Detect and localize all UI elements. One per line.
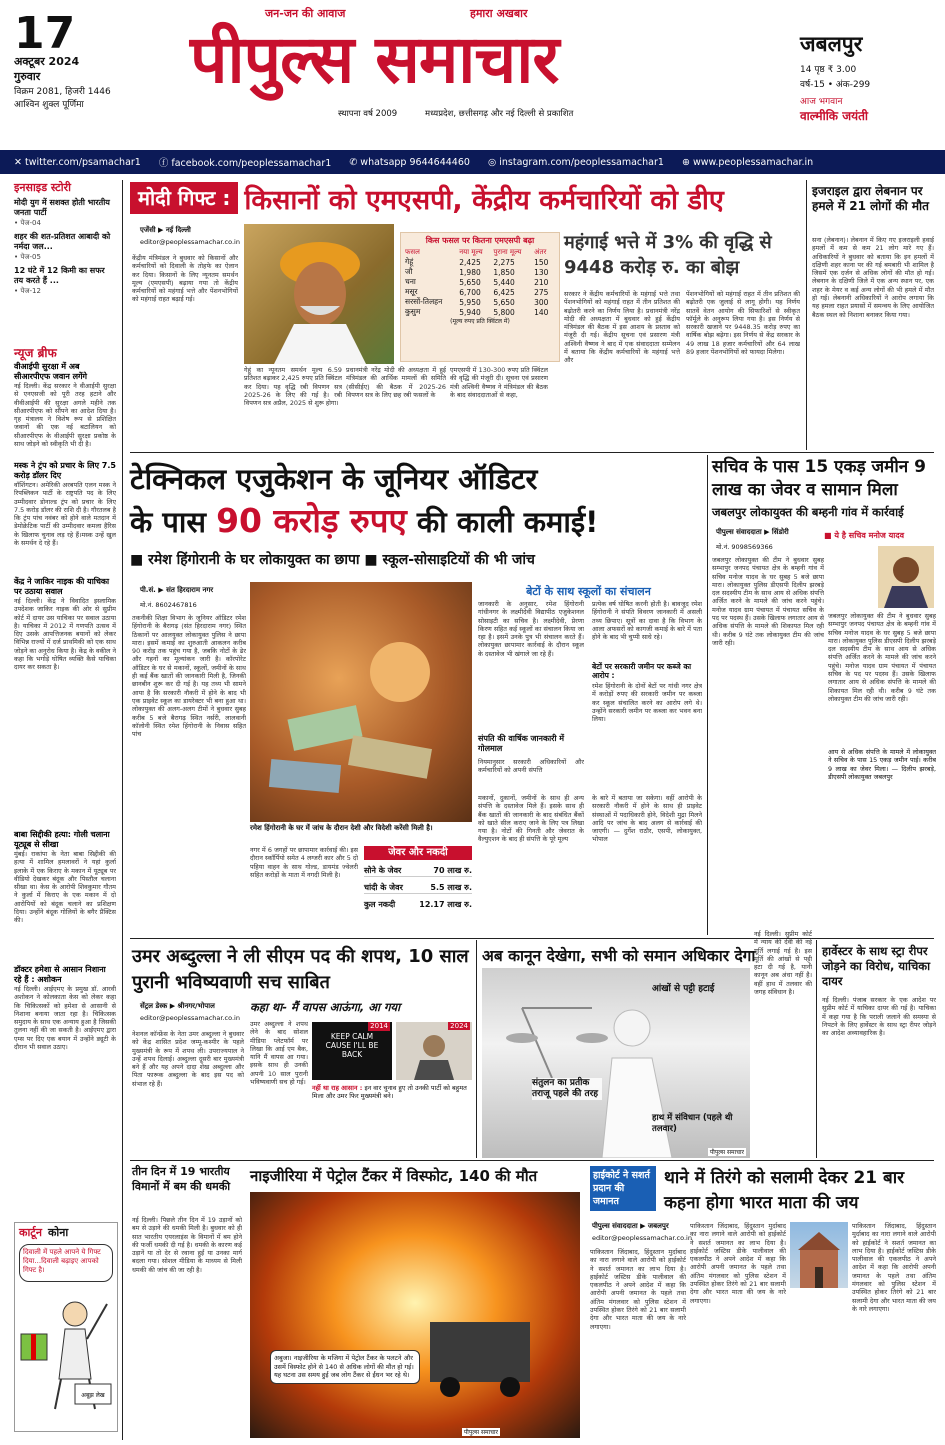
secretary-sub: जबलपुर लोकायुक्त की बम्हनी गांव में कार्रवाई xyxy=(712,505,904,519)
brief-item: बाबा सिद्दीकी हत्या: गोली चलाना यूट्यूब से सीखा मुंबई। राकांपा के नेता बाबा सिद्दीकी की हत्या में शामिल हमलावरों ने यहां कुर्ला इलाके में एक किराए के मकान में यूट्यूब पर वीडियो देखकर बंदूक और पिस्तौल चलाना सीखा था। केस के आरोपी शिवकुमार गौतम ने कुर्ला में किराए के एक मकान में दो आरोपियों को बंदूक चलाने का प्रशिक्षण दिया। उन्होंने बंदूक गोलियों के बगैर प्रैक्टिस की। xyxy=(14,830,116,925)
auditor-col5: के बारे में बताया जा सकेगा। वहीं आरोपी के सरकारी नौकरी में होने के साथ ही प्राइवेट संस्थाओं में पदाधिकारी होने, विदेशी मुद्रा मिलने आदि पर जांच के बाद अलग से कार्रवाई की जाएगी। — दुर्गेश राठौर, एसपी, लोकायुक्त, भोपाल xyxy=(592,794,702,844)
brief-item: मस्क ने ट्रंप को प्रचार के लिए 7.5 करोड़ डॉलर दिए वॉशिंगटन। अमेरिकी अरबपति एलन मस्क ने रिपब्लिकन पार्टी के राष्ट्रपति पद के लिए उम्मीदवार डोनाल्ड ट्रंप को प्रचार के लिए 7.5 करोड़ डॉलर की राशि दी है। गौरतलब है कि ट्रंप पांच नवंबर को होने वाले मतदान में डेमोक्रेटिक पार्टी की उम्मीदवार कमला हैरिस के खिलाफ चुनाव लड़ रहे हैं।मस्क उन्हें खुल के समर्थन दे रहे हैं। xyxy=(14,461,116,548)
news-brief xyxy=(14,344,116,361)
secretary-headline: सचिव के पास 15 एकड़ जमीन 9 लाख का जेवर व सामान मिला xyxy=(712,457,926,500)
brief-item: केंद्र ने जाकिर नाइक की याचिका पर उठाया सवाल नई दिल्ली। केंद्र ने विवादित इस्लामिक उपदेशक जाकिर नाइक की ओर से सुप्रीम कोर्ट में दायर उस याचिका पर सवाल उठाया है। याचिका में 2012 में गणपति उत्सव में दिए उसके आपत्तिजनक बयानों को लेकर विभिन्न राज्यों में दर्ज प्राथमिकी को एक साथ जोड़ने का अनुरोध किया है। केंद्र के वकील ने कहा कि भगोड़े घोषित व्यक्ति कैसे याचिका दायर कर सकता है। xyxy=(14,577,116,672)
israel-body: सना (लेबनान)। लेबनान में किए गए इजराइली हवाई हमलों में कम से कम 21 लोग मारे गए हैं। अधिकारियों ने बुधवार को बताया कि इन हमलों में दक्षिणी शहर काना पर की गई बमबारी भी शामिल है जिसमें एक दर्जन से अधिक लोगों की मौत हो गई। लेबनान के दक्षिणी जिले में एक अन्य स्थान पर, एक शहर के मेयर व कई अन्य लोगों की भी हमले में मौत हो गई। लेबनानी अधिकारियों ने आरोप लगाया कि यह हमला राहत प्रयासों में समन्वय के लिए आयोजित बैठक स्थल को निशाना बनाकर किया गया। xyxy=(812,236,934,319)
poster-year-2014: 2014 xyxy=(370,1022,388,1030)
brief-item: वीआईपी सुरक्षा में अब सीआरपीएफ जवान लगेंगे नई दिल्ली। केंद्र सरकार ने वीआईपी सुरक्षा से एनएसजी को पूरी तरह हटाने और वीवीआईपी की सुरक्षा अगले महीने तक सीआरपीएफ को सौंपने का आदेश दिया है। गृह मंत्रालय ने विशेष रूप से प्रशिक्षित जवानों की एक नई बटालियन को सीआरपीएफ के वीआईपी सुरक्षा प्रकोष्ठ के साथ जोड़ने को स्वीकृति भी दी है। xyxy=(14,362,116,449)
date-vikram: विक्रम 2081, हिजरी 1446 xyxy=(14,87,111,97)
lead-col3: प्रधानमंत्री नरेंद्र मोदी की अध्यक्षता में हुई मंत्रिमंडल की आर्थिक मामलों की समिति (सीसीईए) की बैठक में 2025-26 विपणन सत्र के लिए छह रबी फसलों के xyxy=(346,366,446,399)
cash-photo xyxy=(250,582,472,822)
hc-headline: थाने में तिरंगे को सलामी देकर 21 बार कहना होगा भारत माता की जय xyxy=(664,1168,905,1213)
secretary-note: आय से अधिक संपत्ति के मामले में लोकायुक्त ने सचिव के पास 15 एकड़ जमीन पाई। करीब 9 लाख का जेवर मिला। — दिलीप झरबड़े, डीएसपी लोकायुक्त जबलपुर xyxy=(828,748,936,781)
harvester-headline: हार्वेस्टर के साथ स्ट्रा रीपर जोड़ने का विरोध, याचिका दायर xyxy=(822,944,931,988)
lead-kicker: मोदी गिफ्ट : xyxy=(130,182,238,214)
table-row: जौ 1,980 1,850 130 xyxy=(405,267,549,277)
slogan-right: हमारा अखबार xyxy=(470,7,528,20)
school-box-title: बेटों के साथ स्कूलों का संचालन xyxy=(526,585,651,598)
hc-tag: हाईकोर्ट ने सशर्त प्रदान की जमानत xyxy=(590,1166,656,1211)
omar-headline: उमर अब्दुल्ला ने ली सीएम पद की शपथ, 10 साल पुरानी भविष्यवाणी सच साबित xyxy=(132,946,469,993)
auditor-sub: ■ रमेश हिंगोरानी के घर लोकायुक्त का छापा ■ स्कूल-सोसाइटियों की भी जांच xyxy=(130,552,535,568)
cash-photo-caption: रमेश हिंगोरानी के घर में जांच के दौरान देशी और विदेशी करेंसी मिली है। xyxy=(250,824,433,832)
list-item: चांदी के जेवर 5.5 लाख रु. xyxy=(364,883,472,892)
lead-col2: गेहूं का न्यूनतम समर्थन मूल्य 6.59 प्रतिशत बढ़ाकर 2,425 रुपए प्रति क्विंटल कर दिया। यह वृद्धि रबी विपणन सत्र 2025-26 के लिए की गई है। रबी विपणन सत्र अप्रैल, 2025 से शुरू होगा। xyxy=(244,366,342,408)
inside-item[interactable]: मोदी युग में सशक्त होती भारतीय जनता पार्टी • पेज-04 xyxy=(14,198,110,227)
nigeria-credit: पीपुल्स समाचार xyxy=(463,1429,498,1436)
social-web[interactable]: ⊕ www.peoplessamachar.in xyxy=(681,156,814,168)
bomb-body: नई दिल्ली। पिछले तीन दिन में 19 उड़ानों को बम से उड़ाने की धमकी मिली है। बुधवार को ही सात भारतीय एयरलाइंस के विमानों में बम होने की फर्जी धमकी दी गई है। धमकी के कारण कई उड़ानें या तो देर से रवाना हुईं या उनका मार्ग बदला गया। सोशल मीडिया के माध्यम से मिली धमकी की जांच की जा रही है। xyxy=(132,1216,242,1274)
masthead-price: 14 पृष्ठ ₹ 3.00 xyxy=(800,65,857,75)
school-box-col3: प्रत्येक वर्ष घोषित करनी होती है। बावजूद रमेश हिंगोरानी ने संपति विवरण जानकारी में असली तथ्य छिपाए। सूत्रों का दावा है कि विभाग के आला अफसरों को कागजी कमाई के बारे में पता होने के बाद भी चुप्पी साधे रहे। xyxy=(592,600,702,642)
hc-body-3: पाकिस्तान जिंदाबाद, हिंदुस्तान मुर्दाबाद का नारा लगाने वाले आरोपी को हाईकोर्ट ने सशर्त जमानत का लाभ दिया है। हाईकोर्ट जस्टिस डीके पालीवाल की एकलपीठ ने अपने आदेश में कहा कि आरोपी अपनी जमानत के पहले तथा अंतिम मंगलवार को पुलिस स्टेशन में उपस्थित होकर तिरंगे को 21 बार सलामी देगा और भारत माता की जय के नारे लगाएगा। xyxy=(852,1222,936,1313)
list-item: सोने के जेवर 70 लाख रु. xyxy=(364,866,472,875)
inside-item[interactable]: शहर की शत-प्रतिशत आबादी को नर्मदा जल... • पेज-05 xyxy=(14,232,111,261)
omar-col2: उमर अब्दुल्ला ने शपथ लेने के बाद सोशल मीडिया प्लेटफॉर्म पर लिखा कि आई एम बैक, यानि मैं वापस आ गया। इसके साथ ही उनकी अपनी 10 साल पुरानी भविष्यवाणी सच हो गई। xyxy=(250,1020,308,1087)
cartoon-drawing xyxy=(15,1284,117,1414)
jewel-title: जेवर और नकदी xyxy=(364,846,472,860)
date-month: अक्टूबर 2024 xyxy=(14,55,80,68)
date-tithi: आश्विन शुक्ल पूर्णिमा xyxy=(14,100,84,110)
masthead-regions: मध्यप्रदेश, छत्तीसगढ़ और नई दिल्ली से प्रकाशित xyxy=(425,109,574,119)
auditor-headline-2: के पास 90 करोड़ रुपए की काली कमाई! xyxy=(130,501,599,540)
social-instagram[interactable]: ◎ instagram.com/peoplessamachar1 xyxy=(487,156,664,168)
lead-col1: केंद्रीय मंत्रिमंडल ने बुधवार को किसानों और कर्मचारियों को दिवाली के तोहफे का ऐलान कर दिया। किसानों के लिए न्यूनतम समर्थन मूल्य (एमएसपी) बढ़ाया गया तो केंद्रीय कर्मचारियों को महंगाई भत्ते और पेंशनभोगियों को महंगाई राहत बढ़ाई गई। xyxy=(132,254,238,304)
secretary-byline: पीपुल्स संवाददाता ▶ सिंडोरी xyxy=(716,528,789,536)
inside-item[interactable]: 12 घंटे में 12 किमी का सफर तय करते हैं ... • पेज-12 xyxy=(14,266,105,295)
cartoon-title: कार्टून xyxy=(19,1226,42,1239)
cartoon-subtitle: कोना xyxy=(47,1226,69,1239)
omar-quote: कहा था- मैं वापस आऊंगा, आ गया xyxy=(250,1000,401,1014)
hc-email: editor@peoplessamachar.co.in xyxy=(592,1234,692,1242)
hc-byline: पीपुल्स संवाददाता ▶ जबलपुर xyxy=(592,1222,669,1230)
globe-icon: ⊕ xyxy=(681,156,693,168)
auditor-col2: नगर में 6 जगहों पर छापामार कार्रवाई की। इस दौरान स्कॉर्पियो समेत 4 लग्जरी कार और 5 दो पहिया वाहन के साथ गोल्ड, डायमंड ज्वेलरी सहित करोड़ों के माता में नगदी मिली है। xyxy=(250,846,358,879)
masthead-right xyxy=(800,30,935,124)
school-box-col2: नियमानुसार सरकारी अधिकारियों और कर्मचारियों को अपनी संपत्ति xyxy=(478,758,584,775)
da-col1: सरकार ने केंद्रीय कर्मचारियों के महंगाई भत्ते तथा पेंशनभोगियों को महंगाई राहत में तीन प्रतिशत की बढ़ोतरी करने का निर्णय लिया है। प्रधानमंत्री नरेंद्र मोदी की अध्यक्षता में बुधवार को हुई केंद्रीय मंत्रिमंडल की बैठक में इस आशय के प्रस्ताव को मंजूरी दी गई। केंद्रीय सूचना एवं प्रसारण मंत्री अश्विनी वैष्णव ने बाद में एक संवाददाता सम्मेलन में बताया कि केंद्रीय कर्मचारियों के महंगाई भत्ते और xyxy=(564,290,680,365)
brief-list xyxy=(14,362,116,672)
secretary-mobile: मो.नं. 9098569366 xyxy=(716,543,773,551)
date-day: 17 xyxy=(14,8,76,59)
omar-caption: नहीं था राह आसान : इन वार चुनाव हुए तो उनकी पार्टी को बहुमत मिला और उमर फिर मुख्यमंत्री बने। xyxy=(312,1084,467,1100)
twitter-icon: ✕ xyxy=(14,156,25,168)
law-label-hand: हाथ में संविधान (पहले थी तलवार) xyxy=(652,1113,733,1134)
brief-item: डॉक्टर हमेशा से आसान निशाना रहे हैं : अशोकन नई दिल्ली। आईएमए के प्रमुख डॉ. आरवी अशोकन ने कोलकाता केस को लेकर कहा कि चिकित्सकों को हमेशा से आसानी से निशाना बनाया जाता रहा है। चिकित्सक समुदाय के साथ एक अन्याय हुआ है जिसकी तुलना नहीं की जा सकती है। आईएमए द्वारा एम्स पर दिए एक बयान में उन्होंने ड्यूटी के दौरान भी सवाल उठाए। xyxy=(14,965,116,1052)
school-box-col4: रमेश हिंगोरानी के दोनों बेटों पर गांधी नगर क्षेत्र में करोड़ों रुपए की सरकारी जमीन पर कब्जा कर स्कूल संचालित करने का आरोप लगे थे। उन्होंने सरकारी जमीन पर कब्जा कर भवन बना लिया। xyxy=(592,682,702,724)
slogan-left: जन-जन की आवाज xyxy=(265,7,346,20)
table-row: गेहूं 2,425 2,275 150 xyxy=(405,257,549,267)
tanker-fire-photo xyxy=(250,1192,580,1438)
omar-email: editor@peoplessamachar.co.in xyxy=(140,1014,240,1022)
masthead-title: पीपुल्स समाचार xyxy=(190,21,559,98)
secretary-photo xyxy=(878,546,934,608)
table-row: कुसुम 5,940 5,800 140 xyxy=(405,307,549,317)
auditor-col1: तकनीकी शिक्षा विभाग के जूनियर ऑडिटर रमेश हिंगोरानी के बैरागढ़ (संत हिरदाराम नगर) स्थित ठिकानों पर आलयुक्त लोकायुक्त पुलिस ने छापा मारा। इसमें कमाई का शुरुआती आकलन करीब 90 करोड़ तक पहुंच गया है, जबकि नोटों के ढेर और गहनों का मूल्यांकन जारी है। कॉरपोरेट ऑडिटर के घर से मकानों, स्कूलों, जमीनों के साथ ही कई बैंक खातों की जानकारी मिली है, जिनकी छानबीन शुरू कर दी गई है। यह तथ्य भी सामने आया है कि सरकारी नौकरी में होने के बाद भी एक प्राइवेट स्कूल का डायरेक्टर भी बना हुआ था। लोकायुक्त की अलग-अलग टीमों ने बुधवार सुबह करीब 5 बजे बैरागढ़ स्थित नर्सरी, लालवानी कॉलोनी स्थित रमेश हिंगोरानी के निवास सहित पांच xyxy=(132,614,246,739)
cartoon-box xyxy=(14,1222,118,1432)
secretary-caption: ■ ये है सचिव मनोज यादव xyxy=(824,531,905,540)
da-headline: महंगाई भत्ते में 3% की वृद्धि से 9448 करोड़ रु. का बोझ xyxy=(564,232,772,278)
hc-body: पाकिस्तान जिंदाबाद, हिंदुस्तान मुर्दाबाद का नारा लगाने वाले आरोपी को हाईकोर्ट ने सशर्त जमानत का लाभ दिया है। हाईकोर्ट जस्टिस डीके पालीवाल की एकलपीठ ने अपने आदेश में कहा कि आरोपी अपनी जमानत के पहले तथा अंतिम मंगलवार को पुलिस स्टेशन में उपस्थित होकर तिरंगे को 21 बार सलामी देगा और भारत माता की जय के नारे लगाएगा। xyxy=(590,1248,686,1331)
lead-headline-row xyxy=(130,181,800,215)
bomb-headline: तीन दिन में 19 भारतीय विमानों में बम की धमकी xyxy=(132,1165,231,1193)
nigeria-caption: अबुजा। नाइजीरिया के मजिगा में पेट्रोल टैंकर के पलटने और उसमें विस्फोट होने से 140 से अधिक लोगों की मौत हो गई। यह घटना उस समय हुई जब लोग टैंकर से ईंधन भर रहे थे। xyxy=(270,1350,420,1384)
social-whatsapp[interactable]: ✆ whatsapp 9644644460 xyxy=(349,156,470,168)
inside-title: इनसाइड स्टोरी xyxy=(14,181,71,194)
auditor-mobile: मो.नं. 8602467816 xyxy=(140,601,197,609)
masthead-jayanti: वाल्मीकि जयंती xyxy=(800,109,869,123)
table-row: मसूर 6,700 6,425 275 xyxy=(405,287,549,297)
lead-email: editor@peoplessamachar.co.in xyxy=(140,238,240,246)
social-bar xyxy=(0,150,945,174)
masthead-city: जबलपुर xyxy=(800,32,863,56)
school-box-sub: संपति की वार्षिक जानकारी में गोलमाल xyxy=(478,734,565,753)
secretary-body: जबलपुर लोकायुक्त की टीम ने बुधवार सुबह सम्भापुर जनपद पंचायत क्षेत्र के बम्हनी गांव में सचिव मनोज यादव के घर सुबह 5 बजे छापा मारा। लोकायुक्त पुलिस डीएसपी दिलीप झरबड़े दल सदस्यीय टीम के साथ आय से अधिक संपत्ति अर्जित करने के मामले की जांच करने पहुंचे। मनोज यादव ग्राम पंचायत में पंचायत सचिव के पद पर पदस्थ हैं। उसके खिलाफ लगातार आय से अधिक संपत्ति के मामले की शिकायत मिल रही थी। करीब 9 घंटे तक लोकायुक्त टीम की जांच जारी रही। xyxy=(712,556,824,647)
date-block xyxy=(14,8,132,110)
brief-title: न्यूज ब्रीफ xyxy=(14,346,57,360)
masthead-volume: वर्ष-15 • अंक-299 xyxy=(800,80,871,90)
hc-body-2: पाकिस्तान जिंदाबाद, हिंदुस्तान मुर्दाबाद का नारा लगाने वाले आरोपी को हाईकोर्ट ने सशर्त जमानत का लाभ दिया है। हाईकोर्ट जस्टिस डीके पालीवाल की एकलपीठ ने अपने आदेश में कहा कि आरोपी अपनी जमानत के पहले तथा अंतिम मंगलवार को पुलिस स्टेशन में उपस्थित होकर तिरंगे को 21 बार सलामी देगा और भारत माता की जय के नारे लगाएगा। xyxy=(690,1222,786,1305)
omar-byline: सेंट्रल डेस्क ▶ श्रीनगर/भोपाल xyxy=(140,1002,215,1010)
instagram-icon: ◎ xyxy=(487,156,500,168)
masthead-founded: स्थापना वर्ष 2009 xyxy=(338,109,398,119)
inside-story xyxy=(14,180,114,296)
lead-byline: एजेंसी ▶ नई दिल्ली xyxy=(140,226,191,234)
auditor-byline: पी.सं. ▶ संत हिरदाराम नगर xyxy=(140,586,214,594)
nigeria-headline: नाइजीरिया में पेट्रोल टैंकर में विस्फोट, 140 की मौत xyxy=(250,1167,538,1185)
msp-table xyxy=(400,232,560,362)
msp-table-note: (मूल्य रुपए प्रति क्विंटल में) xyxy=(450,318,510,325)
masthead-aaj: आज भगवान xyxy=(800,97,843,107)
da-col2: पेंशनभोगियों को महंगाई राहत में तीन प्रतिशत की बढ़ोतरी एक जुलाई से लागू होगी। यह निर्णय सातवें वेतन आयोग की सिफारिशों से स्वीकृत फॉर्मूले के अनुरूप लिया गया है। इस निर्णय से सरकारी खजाने पर 9448.35 करोड़ रुपए का वार्षिक बोझ बढ़ेगा। इस निर्णय से केंद्र सरकार के 49 लाख 18 हजार कर्मचारियों और 64 लाख 89 हजार पेंशनभोगियों को फायदा मिलेगा। xyxy=(686,290,800,357)
poster-year-2024: 2024 xyxy=(450,1022,468,1030)
justice-statue-photo xyxy=(482,968,750,1158)
auditor-headline-1: टेक्निकल एजुकेशन के जूनियर ऑडिटर xyxy=(130,462,538,496)
cartoon-bubble: दिवाली में पहले आपने ये गिफ्ट दिया...दिवाली बढ़ाइए आपको गिफ्ट है। xyxy=(19,1244,113,1282)
school-box-sub2: बेटों पर सरकारी जमीन पर कब्जे का आरोप : xyxy=(592,662,692,680)
omar-photo xyxy=(396,1022,472,1080)
lead-col4: एमएसपी में 130-300 रुपए प्रति क्विंटल की वृद्धि की मंजूरी दी। सूचना एवं प्रसारण मंत्री अश्विनी वैष्णव ने मंत्रिमंडल की बैठक के बाद संवाददाताओं से कहा, xyxy=(450,366,548,399)
auditor-col4: मकानों, दुकानों, जमीनों के साथ ही अन्य संपत्ति के दस्तावेज मिले हैं। इसके साथ ही बैंक खातों की जानकारी के बाद संबंधित बैंकों को खाते सील कराए जाने के लिए पत्र लिखा गया है। नोटों की गिनती और जेवरात के वैल्युएशन के बाद ही संपत्ति के पूरे मूल्य xyxy=(478,794,584,844)
omar-col1: नेशनल कॉन्फ्रेंस के नेता उमर अब्दुल्ला ने बुधवार को केंद्र शासित प्रदेश जम्मू-कश्मीर के पहले मुख्यमंत्री के रूप में शपथ ली। उपराज्यपाल ने उन्हें शपथ दिलाई। अब्दुल्ला दूसरी बार मुख्यमंत्री बने हैं और यह अपने दादा शेख अब्दुल्ला और पिता फारूक अब्दुल्ला के बाद इस पद को संभाल रहे हैं। xyxy=(132,1030,244,1088)
facebook-icon: ⓕ xyxy=(158,158,172,169)
law-headline: अब कानून देखेगा, सभी को समान अधिकार देगा xyxy=(482,947,756,965)
msp-table-grid: फसल नया मूल्य पुराना मूल्य अंतर गेहूं 2,425 2,275 150 जौ 1,980 1,850 130 चना 5,650 5,440 210 मसूर 6,700 6,425 275 सरसों-तिलहन 5,950 5,650 300 कुसुम 5,940 5,800 140 xyxy=(405,248,555,317)
keep-calm-poster xyxy=(312,1022,392,1080)
jewel-box xyxy=(364,846,472,928)
msp-table-title: किस फसल पर कितना एमएसपी बढ़ा xyxy=(425,236,535,245)
law-label-eyes: आंखों से पट्टी हटाई xyxy=(652,984,715,994)
poster-text: KEEP CALM CAUSE I'LL BE BACK xyxy=(325,1032,379,1059)
list-item: कुल नकदी 12.17 लाख रु. xyxy=(364,900,472,909)
lead-headline: किसानों को एमएसपी, केंद्रीय कर्मचारियों को डीए xyxy=(244,184,724,216)
table-row: चना 5,650 5,440 210 xyxy=(405,277,549,287)
social-twitter[interactable]: ✕ twitter.com/psamachar1 xyxy=(14,156,141,168)
harvester-body: नई दिल्ली। पंजाब सरकार के एक आदेश पर सुप्रीम कोर्ट में याचिका दायर की गई है। याचिका में कहा गया है कि पराली जलाने की समस्या से निपटने के लिए हार्वेस्टर के साथ स्ट्रा रीपर जोड़ने का आदेश अव्यावहारिक है। xyxy=(822,996,936,1038)
secretary-body-2: जबलपुर लोकायुक्त की टीम ने बुधवार सुबह सम्भापुर जनपद पंचायत क्षेत्र के बम्हनी गांव में सचिव मनोज यादव के घर सुबह 5 बजे छापा मारा। लोकायुक्त पुलिस डीएसपी दिलीप झरबड़े दल सदस्यीय टीम के साथ आय से अधिक संपत्ति अर्जित करने के मामले की जांच करने पहुंचे। मनोज यादव ग्राम पंचायत में पंचायत सचिव के पद पर पदस्थ हैं। उसके खिलाफ लगातार आय से अधिक संपत्ति के मामले की शिकायत मिल रही थी। करीब 9 घंटे तक लोकायुक्त टीम की जांच जारी रही। xyxy=(828,612,936,703)
cartoon-stamp: अबूझ लेख xyxy=(81,1392,105,1399)
law-label-scale: संतुलन का प्रतीक तराजू पहले की तरह xyxy=(532,1078,602,1100)
law-body-visible: नई दिल्ली। सुप्रीम कोर्ट में न्याय की देवी की नई मूर्ति लगाई गई है। इस मूर्ति की आंखों से पट्टी हटा दी गई है, यानी कानून अब अंधा नहीं है। वहीं हाथ में तलवार की जगह संविधान है। xyxy=(754,930,812,997)
social-facebook[interactable]: ⓕ facebook.com/peoplessamachar1 xyxy=(158,158,332,169)
school-box-col1: जानकारी के अनुसार, रमेश हिंगोरानी गांधीनगर के लक्ष्मीदेवी विद्यापीठ एजुकेशनल सोसाइटी का सचिव है। लक्ष्मीदेवी, प्रेरणा किरण सहित कई स्कूलों का संचालन किया जा रहा है। इसमें उनके पुत्र भी संचालन करते हैं। लोकायुक्त छापामार कार्रवाई के दौरान स्कूल के दस्तावेज भी खंगाले जा रहे हैं। xyxy=(478,600,584,658)
table-row: सरसों-तिलहन 5,950 5,650 300 xyxy=(405,297,549,307)
farmer-photo xyxy=(244,224,394,364)
whatsapp-icon: ✆ xyxy=(349,156,361,168)
israel-headline: इजराइल द्वारा लेबनान पर हमले में 21 लोगों की मौत xyxy=(812,184,930,213)
court-building-photo xyxy=(790,1222,848,1288)
date-weekday: गुरुवार xyxy=(14,70,41,83)
law-photo-credit: पीपुल्स समाचार xyxy=(709,1149,744,1156)
